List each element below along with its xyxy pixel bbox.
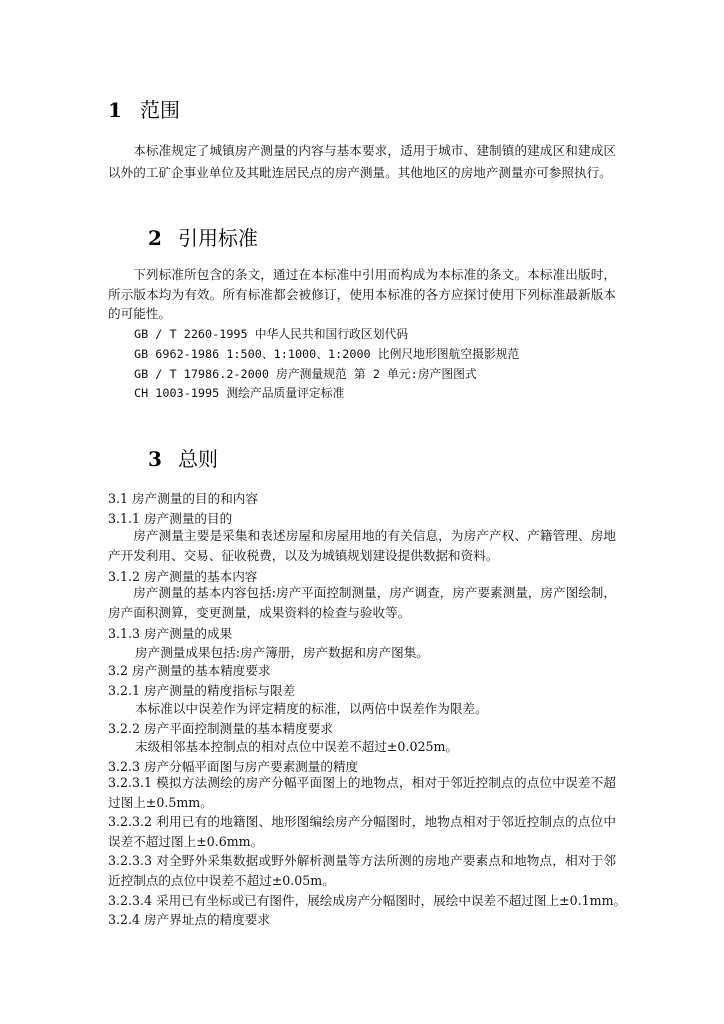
section-title: 引用标准 xyxy=(178,226,258,250)
section-number: 1 xyxy=(108,98,122,122)
paragraph-3-2-1: 本标准以中误差作为评定精度的标准，以两倍中误差作为限差。 xyxy=(135,701,488,716)
subsection-heading: 3.1 房产测量的目的和内容 xyxy=(108,491,258,506)
subsection-heading: 3.1.2 房产测量的基本内容 xyxy=(108,569,258,584)
reference-item: GB / T 2260-1995 中华人民共和国行政区划代码 xyxy=(134,327,409,341)
paragraph-3-2-3-2: 3.2.3.2 利用已有的地籍图、地形图编绘房产分幅图时，地物点相对于邻近控制点的点位中误差不超过图上±0.6mm。 xyxy=(108,814,616,849)
section-1-heading xyxy=(108,94,180,123)
references-intro: 下列标准所包含的条文，通过在本标准中引用而构成为本标准的条文。本标准出版时，所示版本均为有效。所有标准都会被修订，使用本标准的各方应探讨使用下列标准最新版本的可能性。 xyxy=(108,267,616,321)
section-title: 总则 xyxy=(178,447,218,471)
subsection-heading: 3.2.1 房产测量的精度指标与限差 xyxy=(108,683,296,698)
paragraph-3-1-2: 房产测量的基本内容包括:房产平面控制测量，房产调查，房产要素测量，房产图绘制，房产面积测算，变更测量，成果资料的检查与验收等。 xyxy=(108,585,616,620)
subsection-heading: 3.1.1 房产测量的目的 xyxy=(108,511,233,526)
section-2-heading xyxy=(148,222,258,251)
reference-item: GB / T 17986.2-2000 房产测量规范 第 2 单元:房产图图式 xyxy=(134,367,477,381)
reference-item: GB 6962-1986 1:500、1:1000、1:2000 比例尺地形图航空摄影规范 xyxy=(134,347,520,361)
section-title: 范围 xyxy=(140,98,180,122)
section-3-heading xyxy=(148,443,218,472)
scope-paragraph: 本标准规定了城镇房产测量的内容与基本要求，适用于城市、建制镇的建成区和建成区以外的工矿企事业单位及其毗连居民点的房产测量。其他地区的房地产测量亦可参照执行。 xyxy=(108,143,616,180)
subsection-heading: 3.2.4 房产界址点的精度要求 xyxy=(108,912,270,927)
paragraph-3-2-3-1: 3.2.3.1 模拟方法测绘的房产分幅平面图上的地物点，相对于邻近控制点的点位中误差不超过图上±0.5mm。 xyxy=(108,775,616,810)
reference-item: CH 1003-1995 测绘产品质量评定标准 xyxy=(134,386,345,400)
subsection-heading: 3.2.3 房产分幅平面图与房产要素测量的精度 xyxy=(108,759,359,774)
subsection-heading: 3.2 房产测量的基本精度要求 xyxy=(108,663,271,678)
paragraph-3-1-3: 房产测量成果包括:房产簿册，房产数据和房产图集。 xyxy=(135,645,429,660)
section-number: 3 xyxy=(148,447,162,471)
section-number: 2 xyxy=(148,226,162,250)
subsection-heading: 3.1.3 房产测量的成果 xyxy=(108,626,233,641)
subsection-heading: 3.2.2 房产平面控制测量的基本精度要求 xyxy=(108,721,333,736)
paragraph-3-2-3-4: 3.2.3.4 采用已有坐标或已有图件，展绘成房产分幅图时，展绘中误差不超过图上±0.1mm。 xyxy=(108,893,627,908)
paragraph-3-1-1: 房产测量主要是采集和表述房屋和房屋用地的有关信息，为房产产权、产籍管理、房地产开发利用、交易、征收税费，以及为城镇规划建设提供数据和资料。 xyxy=(108,528,616,563)
paragraph-3-2-3-3: 3.2.3.3 对全野外采集数据或野外解析测量等方法所测的房地产要素点和地物点，相对于邻近控制点的点位中误差不超过±0.05m。 xyxy=(108,853,616,888)
paragraph-3-2-2: 末级相邻基本控制点的相对点位中误差不超过±0.025m。 xyxy=(135,739,459,754)
